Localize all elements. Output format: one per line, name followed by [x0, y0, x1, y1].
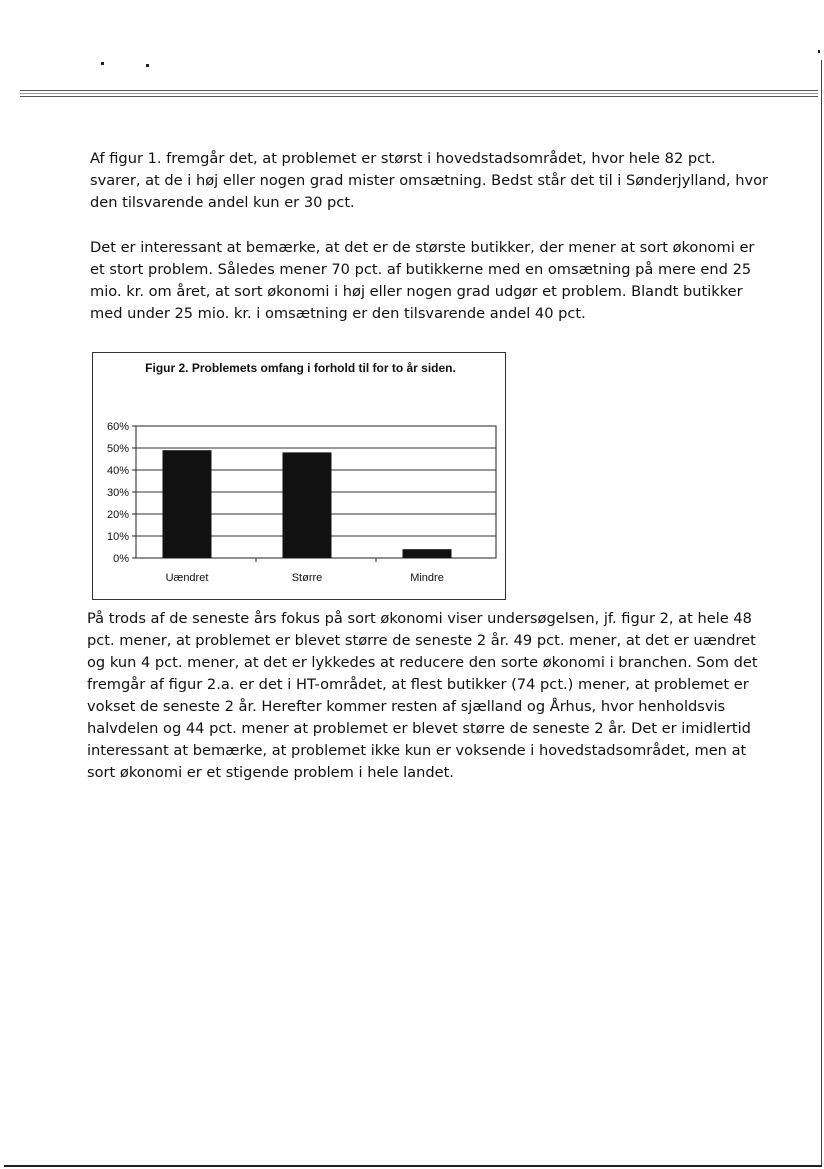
bar-chart — [93, 353, 505, 599]
header-rule — [20, 90, 818, 97]
chart-title: Figur 2. Problemets omfang i forhold til for to år siden. — [145, 361, 456, 375]
figure-2-chart — [92, 352, 506, 600]
bar-1 — [163, 450, 212, 558]
paragraph-shop-size: Det er interessant at bemærke, at det er de største butikker, der mener at sort økonomi er et stort problem. Således mener 70 pct. af butikkerne med en omsætning på mere end 25 mio. kr. om året, at sort økonomi i høj eller nogen grad udgør et problem. Blandt butikker med under 25 mio. kr. i omsætning er den tilsvarende andel 40 pct. — [90, 239, 755, 322]
page-edge-right — [821, 60, 822, 1165]
scan-speck — [101, 62, 104, 65]
bar-2 — [283, 452, 332, 558]
y-tick-label: 60% — [106, 421, 129, 433]
page-edge-bottom — [4, 1165, 822, 1167]
x-tick-label: Større — [291, 572, 323, 584]
bar-3 — [403, 549, 452, 558]
paragraph-figure-2: På trods af de seneste års fokus på sort økonomi viser undersøgelsen, jf. figur 2, at hele 48 pct. mener, at problemet er blevet større de seneste 2 år. 49 pct. mener, at det er uændret og kun 4 pct. mener, at det er lykkedes at reducere den sorte økonomi i branchen. Som det fremgår af figur 2.a. er det i HT-området, at flest butikker (74 pct.) mener, at problemet er vokset de seneste 2 år. Herefter kommer resten af sjælland og Århus, hvor henholdsvis halvdelen og 44 pct. mener at problemet er blevet større de seneste 2 år. Det er imidlertid interessant at bemærke, at problemet ikke kun er voksende i hovedstadsområdet, men at sort økonomi er et stigende problem i hele landet. — [87, 610, 758, 781]
paragraph-figure-1: Af figur 1. fremgår det, at problemet er størst i hovedstadsområdet, hvor hele 82 pct. svarer, at de i høj eller nogen grad mister omsætning. Bedst står det til i Sønderjylland, hvor den tilsvarende andel kun er 30 pct. — [90, 150, 769, 211]
x-tick-label: Mindre — [410, 572, 444, 584]
y-tick-label: 10% — [106, 531, 129, 543]
scan-speck — [146, 64, 149, 67]
y-tick-label: 40% — [106, 465, 129, 477]
y-tick-label: 50% — [106, 443, 129, 455]
y-tick-label: 20% — [106, 509, 129, 521]
x-tick-label: Uændret — [165, 572, 209, 584]
y-tick-label: 0% — [113, 553, 129, 565]
scan-speck — [818, 50, 820, 53]
y-tick-label: 30% — [106, 487, 129, 499]
